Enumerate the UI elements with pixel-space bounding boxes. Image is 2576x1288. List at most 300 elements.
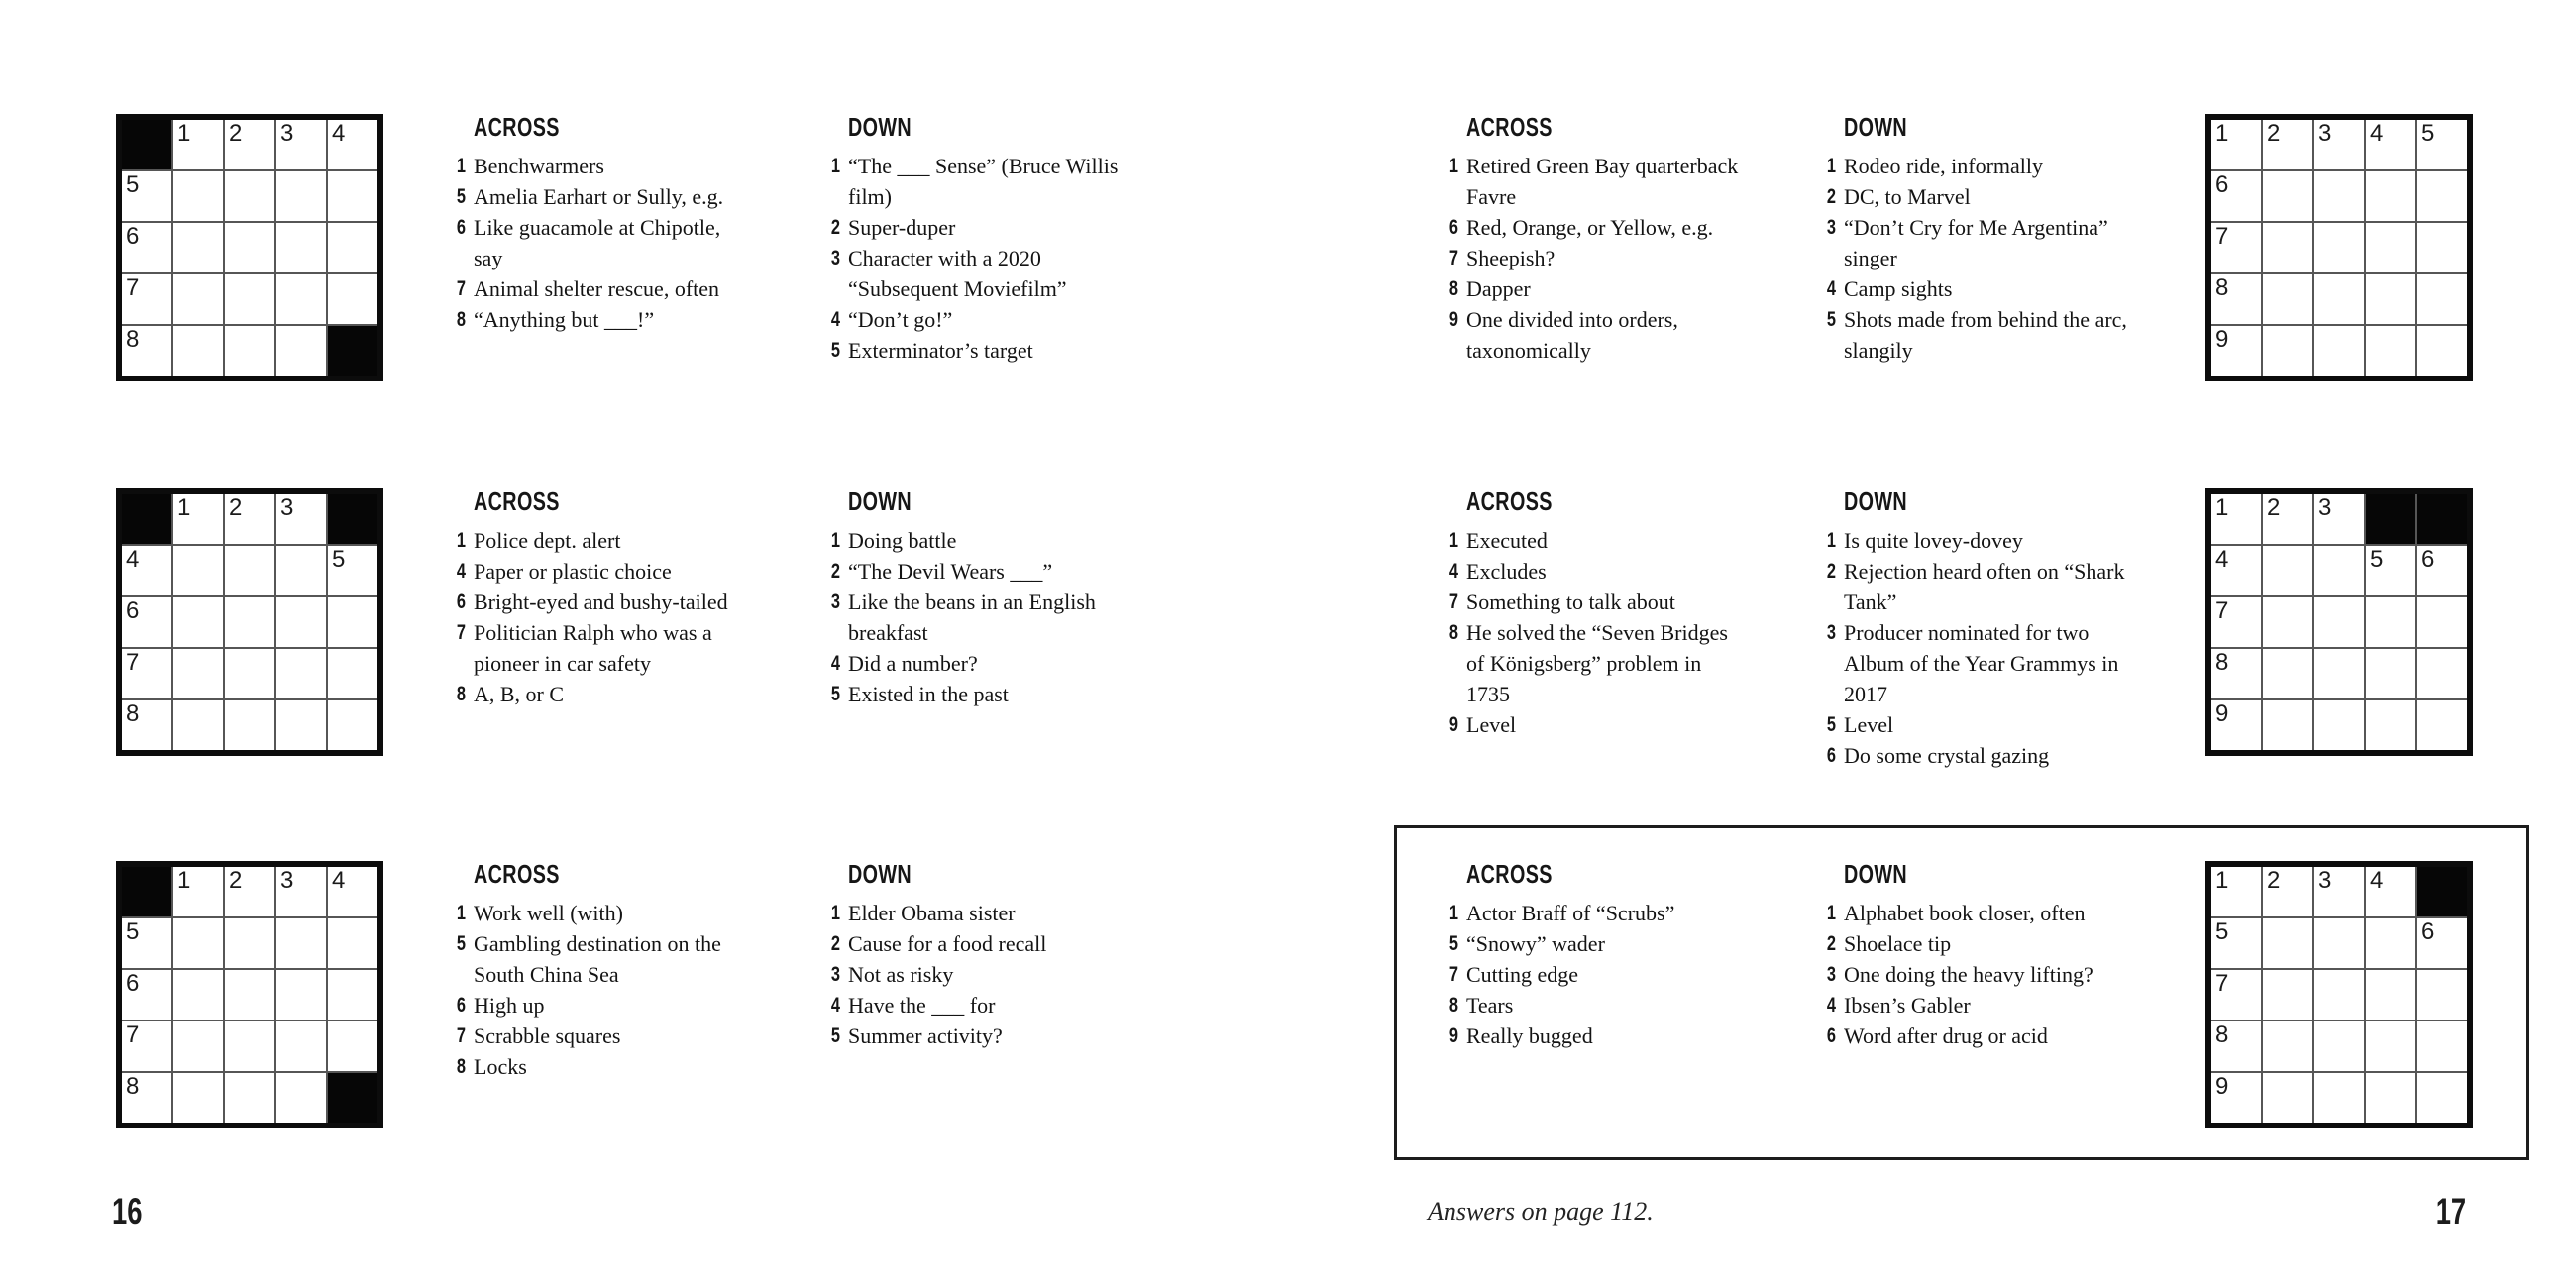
grid-cell[interactable]: [2366, 171, 2415, 221]
grid-cell[interactable]: [2417, 274, 2467, 324]
grid-cell[interactable]: [2366, 1021, 2415, 1071]
grid-cell[interactable]: [2263, 223, 2312, 272]
grid-cell[interactable]: [225, 274, 274, 324]
clue-number: 5: [456, 185, 466, 208]
grid-cell[interactable]: [2211, 120, 2261, 169]
clue-number: 2: [830, 932, 840, 955]
grid-cell[interactable]: [2366, 970, 2415, 1020]
grid-cell[interactable]: [173, 494, 223, 544]
clue-number: 5: [830, 1024, 840, 1047]
grid-cell[interactable]: [2263, 326, 2312, 376]
cell-number: 2: [229, 494, 243, 521]
grid-cell[interactable]: [328, 649, 377, 698]
grid-cell[interactable]: [276, 918, 326, 968]
cell-number: 4: [2370, 867, 2384, 894]
grid-cell[interactable]: [328, 918, 377, 968]
grid-cell[interactable]: [2211, 970, 2261, 1020]
clue-text: Animal shelter rescue, often: [474, 276, 720, 301]
grid-cell[interactable]: [2263, 700, 2312, 750]
grid-cell[interactable]: [2366, 274, 2415, 324]
grid-cell[interactable]: [2366, 326, 2415, 376]
grid-cell[interactable]: [276, 546, 326, 595]
grid-cell[interactable]: [276, 223, 326, 272]
grid-cell[interactable]: [122, 649, 171, 698]
clue-text: Super-duper: [848, 215, 956, 240]
clue-text: Level: [1844, 712, 1894, 737]
grid-cell[interactable]: [276, 1073, 326, 1123]
grid-cell[interactable]: [328, 597, 377, 647]
grid-cell[interactable]: [2263, 274, 2312, 324]
grid-cell[interactable]: [225, 970, 274, 1020]
grid-cell[interactable]: [225, 1021, 274, 1071]
grid-cell[interactable]: [276, 171, 326, 221]
across-clue: [456, 304, 755, 335]
clue-text: Did a number?: [848, 651, 978, 676]
clue-number: 7: [456, 621, 466, 644]
clue-text: Gambling destination on the South China Sea: [474, 931, 721, 987]
grid-cell[interactable]: [2314, 120, 2364, 169]
grid-cell[interactable]: [2211, 326, 2261, 376]
across-clue: [456, 212, 755, 273]
cell-number: 3: [2318, 120, 2332, 147]
grid-cell[interactable]: [225, 546, 274, 595]
grid-cell[interactable]: [2211, 597, 2261, 647]
grid-cell[interactable]: [2211, 274, 2261, 324]
grid-cell[interactable]: [173, 867, 223, 916]
grid-cell[interactable]: [173, 918, 223, 968]
across-clue-list: [1449, 151, 1748, 366]
clue-text: Level: [1466, 712, 1517, 737]
down-section: [830, 859, 1136, 1051]
down-clue: [1826, 990, 2132, 1020]
cell-number: 2: [2267, 494, 2281, 521]
clue-number: 1: [830, 155, 840, 177]
grid-cell[interactable]: [2211, 1021, 2261, 1071]
grid-cell[interactable]: [2314, 649, 2364, 698]
grid-cell[interactable]: [328, 546, 377, 595]
grid-cell[interactable]: [2314, 274, 2364, 324]
grid-cell[interactable]: [328, 171, 377, 221]
grid-cell[interactable]: [2314, 918, 2364, 968]
grid-cell[interactable]: [2211, 546, 2261, 595]
cell-number: 7: [126, 649, 140, 676]
clue-text: Do some crystal gazing: [1844, 743, 2050, 768]
clue-text: Rodeo ride, informally: [1844, 154, 2044, 178]
grid-cell[interactable]: [2263, 918, 2312, 968]
grid-cell[interactable]: [276, 120, 326, 169]
clue-number: 1: [1449, 902, 1458, 924]
grid-cell[interactable]: [2314, 700, 2364, 750]
grid-cell[interactable]: [2263, 867, 2312, 916]
grid-cell[interactable]: [225, 1073, 274, 1123]
across-clue: [456, 990, 755, 1020]
grid-cell[interactable]: [2417, 597, 2467, 647]
grid-cell[interactable]: [122, 970, 171, 1020]
page-number-left: 16: [112, 1191, 143, 1232]
clue-text: Character with a 2020 “Subsequent Moviefilm”: [848, 246, 1067, 301]
clue-text: Retired Green Bay quarterback Favre: [1466, 154, 1739, 209]
grid-cell[interactable]: [276, 597, 326, 647]
grid-cell[interactable]: [2211, 700, 2261, 750]
grid-cell[interactable]: [2211, 171, 2261, 221]
clue-text: Is quite lovey-dovey: [1844, 528, 2023, 553]
across-section: [1449, 859, 1748, 1051]
cell-number: 8: [126, 1073, 140, 1100]
grid-cell[interactable]: [225, 171, 274, 221]
clue-text: Existed in the past: [848, 682, 1009, 706]
cell-number: 1: [177, 867, 191, 894]
clue-text: Locks: [474, 1054, 527, 1079]
across-clue: [1449, 273, 1748, 304]
cell-number: 5: [2370, 546, 2384, 573]
grid-cell[interactable]: [173, 970, 223, 1020]
cell-number: 4: [2370, 120, 2384, 147]
clue-text: One doing the heavy lifting?: [1844, 962, 2093, 987]
cell-number: 9: [2215, 700, 2229, 727]
grid-cell[interactable]: [2314, 494, 2364, 544]
clue-number: 1: [830, 902, 840, 924]
grid-cell[interactable]: [173, 326, 223, 376]
cell-number: 5: [126, 171, 140, 198]
across-clue: [1449, 959, 1748, 990]
clue-text: Actor Braff of “Scrubs”: [1466, 901, 1675, 925]
cell-number: 4: [332, 867, 346, 894]
down-clue-list: [1826, 525, 2132, 771]
clue-number: 4: [456, 560, 466, 583]
clue-text: “Don’t go!”: [848, 307, 953, 332]
down-clue: [1826, 556, 2132, 617]
down-clue: [1826, 709, 2132, 740]
grid-cell[interactable]: [173, 274, 223, 324]
across-clue: [1449, 556, 1748, 587]
grid-cell[interactable]: [225, 918, 274, 968]
cell-number: 8: [2215, 1021, 2229, 1048]
clue-text: “The ___ Sense” (Bruce Willis film): [848, 154, 1119, 209]
clue-number: 1: [1826, 529, 1836, 552]
grid-cell[interactable]: [2366, 120, 2415, 169]
down-clue: [1826, 525, 2132, 556]
down-clue-list: [830, 525, 1136, 709]
cell-number: 5: [2215, 918, 2229, 945]
black-cell: [328, 494, 377, 544]
down-heading: DOWN: [1844, 486, 1908, 516]
clue-number: 6: [456, 216, 466, 239]
clue-text: Rejection heard often on “Shark Tank”: [1844, 559, 2125, 614]
answers-note: Answers on page 112.: [1428, 1197, 1654, 1226]
grid-cell[interactable]: [2263, 1021, 2312, 1071]
grid-cell[interactable]: [276, 326, 326, 376]
clue-text: Police dept. alert: [474, 528, 621, 553]
clue-text: Politician Ralph who was a pioneer in car safety: [474, 620, 712, 676]
grid-cell[interactable]: [173, 171, 223, 221]
cell-number: 1: [2215, 867, 2229, 894]
down-clue: [1826, 273, 2132, 304]
down-heading: DOWN: [1844, 112, 1908, 142]
grid-cell[interactable]: [2417, 970, 2467, 1020]
clue-number: 7: [456, 277, 466, 300]
clue-number: 9: [1449, 713, 1458, 736]
clue-text: Cutting edge: [1466, 962, 1579, 987]
cell-number: 1: [2215, 494, 2229, 521]
crossword-grid: [2205, 488, 2473, 756]
cell-number: 6: [2215, 171, 2229, 198]
grid-cell[interactable]: [225, 649, 274, 698]
grid-cell[interactable]: [2366, 597, 2415, 647]
grid-cell[interactable]: [2366, 918, 2415, 968]
clue-text: High up: [474, 993, 545, 1018]
cell-number: 5: [332, 546, 346, 573]
grid-cell[interactable]: [2263, 649, 2312, 698]
grid-cell[interactable]: [122, 171, 171, 221]
grid-cell[interactable]: [2263, 494, 2312, 544]
clue-number: 4: [1826, 994, 1836, 1017]
cell-number: 6: [126, 597, 140, 624]
cell-number: 9: [2215, 1073, 2229, 1100]
grid-cell[interactable]: [2417, 223, 2467, 272]
grid-cell[interactable]: [2314, 1021, 2364, 1071]
cell-number: 6: [126, 223, 140, 250]
clue-number: 5: [830, 339, 840, 362]
clue-text: Sheepish?: [1466, 246, 1556, 270]
grid-cell[interactable]: [328, 274, 377, 324]
grid-cell[interactable]: [2417, 326, 2467, 376]
grid-cell[interactable]: [2366, 546, 2415, 595]
grid-cell[interactable]: [173, 700, 223, 750]
cell-number: 6: [2421, 918, 2435, 945]
black-cell: [122, 120, 171, 169]
black-cell: [328, 326, 377, 376]
clue-text: DC, to Marvel: [1844, 184, 1971, 209]
grid-cell[interactable]: [2263, 120, 2312, 169]
clue-number: 4: [830, 994, 840, 1017]
across-heading: ACROSS: [1466, 486, 1553, 516]
across-clue: [456, 679, 755, 709]
grid-cell[interactable]: [2211, 1073, 2261, 1123]
clue-number: 2: [1826, 185, 1836, 208]
grid-cell[interactable]: [122, 1021, 171, 1071]
down-clue: [830, 304, 1136, 335]
across-clue-list: [456, 151, 755, 335]
crossword-grid: [116, 861, 383, 1128]
grid-cell[interactable]: [2417, 700, 2467, 750]
down-section: [1826, 112, 2132, 366]
cell-number: 7: [2215, 970, 2229, 997]
grid-cell[interactable]: [122, 274, 171, 324]
grid-cell[interactable]: [2417, 918, 2467, 968]
across-heading: ACROSS: [474, 486, 560, 516]
clue-number: 5: [830, 683, 840, 705]
clue-number: 4: [1449, 560, 1458, 583]
across-clue: [456, 617, 755, 679]
grid-cell[interactable]: [225, 326, 274, 376]
across-section: [456, 486, 755, 709]
grid-cell[interactable]: [173, 120, 223, 169]
grid-cell[interactable]: [225, 597, 274, 647]
grid-cell[interactable]: [2314, 970, 2364, 1020]
grid-cell[interactable]: [2314, 867, 2364, 916]
clue-number: 5: [456, 932, 466, 955]
grid-cell[interactable]: [2417, 120, 2467, 169]
grid-cell[interactable]: [225, 700, 274, 750]
grid-cell[interactable]: [2314, 171, 2364, 221]
grid-cell[interactable]: [328, 223, 377, 272]
grid-cell[interactable]: [2211, 867, 2261, 916]
grid-cell[interactable]: [276, 274, 326, 324]
grid-cell[interactable]: [2366, 700, 2415, 750]
grid-cell[interactable]: [173, 1073, 223, 1123]
down-clue: [1826, 898, 2132, 928]
grid-cell[interactable]: [2314, 597, 2364, 647]
clue-number: 4: [830, 308, 840, 331]
grid-cell[interactable]: [328, 1021, 377, 1071]
grid-cell[interactable]: [122, 326, 171, 376]
grid-cell[interactable]: [122, 1073, 171, 1123]
down-clue: [830, 587, 1136, 648]
clue-number: 8: [1449, 621, 1458, 644]
across-clue: [456, 928, 755, 990]
down-clue-list: [1826, 898, 2132, 1051]
across-clue: [456, 1051, 755, 1082]
grid-cell[interactable]: [122, 700, 171, 750]
grid-cell[interactable]: [2417, 1073, 2467, 1123]
grid-cell[interactable]: [2366, 867, 2415, 916]
down-clue: [830, 556, 1136, 587]
clue-text: Not as risky: [848, 962, 954, 987]
clue-number: 8: [1449, 277, 1458, 300]
clue-text: “The Devil Wears ___”: [848, 559, 1053, 584]
grid-cell[interactable]: [2314, 1073, 2364, 1123]
clue-number: 9: [1449, 1024, 1458, 1047]
cell-number: 3: [2318, 867, 2332, 894]
grid-cell[interactable]: [276, 867, 326, 916]
grid-cell[interactable]: [2366, 223, 2415, 272]
grid-cell[interactable]: [2211, 918, 2261, 968]
across-section: [1449, 486, 1748, 740]
grid-cell[interactable]: [122, 223, 171, 272]
grid-cell[interactable]: [2314, 223, 2364, 272]
down-heading: DOWN: [848, 112, 912, 142]
grid-cell[interactable]: [2263, 597, 2312, 647]
grid-cell[interactable]: [122, 597, 171, 647]
down-clue: [830, 679, 1136, 709]
grid-cell[interactable]: [225, 223, 274, 272]
across-clue-list: [456, 898, 755, 1082]
down-clue: [830, 959, 1136, 990]
grid-cell[interactable]: [122, 546, 171, 595]
grid-cell[interactable]: [328, 867, 377, 916]
grid-cell[interactable]: [328, 970, 377, 1020]
clue-number: 5: [1449, 932, 1458, 955]
cell-number: 7: [2215, 597, 2229, 624]
grid-cell[interactable]: [173, 1021, 223, 1071]
cell-number: 3: [280, 867, 294, 894]
clue-number: 6: [1826, 1024, 1836, 1047]
cell-number: 2: [229, 120, 243, 147]
clue-text: Exterminator’s target: [848, 338, 1033, 363]
grid-cell[interactable]: [2366, 1073, 2415, 1123]
grid-cell[interactable]: [328, 120, 377, 169]
clue-text: Producer nominated for two Album of the Year Grammys in 2017: [1844, 620, 2119, 706]
clue-number: 1: [1826, 155, 1836, 177]
grid-cell[interactable]: [225, 867, 274, 916]
cell-number: 5: [2421, 120, 2435, 147]
grid-cell[interactable]: [276, 700, 326, 750]
grid-cell[interactable]: [122, 918, 171, 968]
grid-cell[interactable]: [2263, 1073, 2312, 1123]
clue-text: Cause for a food recall: [848, 931, 1047, 956]
grid-cell[interactable]: [2211, 223, 2261, 272]
across-heading: ACROSS: [1466, 859, 1553, 889]
grid-cell[interactable]: [225, 494, 274, 544]
clue-text: Doing battle: [848, 528, 957, 553]
grid-cell[interactable]: [2263, 171, 2312, 221]
grid-cell[interactable]: [2314, 546, 2364, 595]
grid-cell[interactable]: [2417, 1021, 2467, 1071]
clue-text: Word after drug or acid: [1844, 1023, 2048, 1048]
down-clue: [1826, 1020, 2132, 1051]
across-clue: [1449, 928, 1748, 959]
clue-number: 2: [1826, 560, 1836, 583]
clue-number: 3: [830, 247, 840, 269]
clue-text: Elder Obama sister: [848, 901, 1016, 925]
grid-cell[interactable]: [2211, 494, 2261, 544]
clue-text: Have the ___ for: [848, 993, 996, 1018]
clue-number: 3: [830, 963, 840, 986]
clue-text: A, B, or C: [474, 682, 565, 706]
clue-text: Paper or plastic choice: [474, 559, 672, 584]
cell-number: 8: [2215, 274, 2229, 301]
grid-cell[interactable]: [276, 1021, 326, 1071]
grid-cell[interactable]: [276, 970, 326, 1020]
clue-number: 6: [456, 994, 466, 1017]
clue-text: Really bugged: [1466, 1023, 1593, 1048]
grid-cell[interactable]: [276, 494, 326, 544]
grid-cell[interactable]: [2314, 326, 2364, 376]
clue-number: 1: [456, 529, 466, 552]
grid-cell[interactable]: [2417, 649, 2467, 698]
grid-cell[interactable]: [225, 120, 274, 169]
across-clue: [1449, 304, 1748, 366]
grid-cell[interactable]: [173, 223, 223, 272]
crossword-grid: [116, 114, 383, 381]
across-clue: [456, 181, 755, 212]
clue-number: 9: [1449, 308, 1458, 331]
grid-cell[interactable]: [173, 649, 223, 698]
grid-cell[interactable]: [328, 700, 377, 750]
down-section: [1826, 486, 2132, 771]
grid-cell[interactable]: [173, 597, 223, 647]
down-clue: [1826, 617, 2132, 709]
across-clue: [456, 1020, 755, 1051]
cell-number: 4: [126, 546, 140, 573]
black-cell: [122, 867, 171, 916]
grid-cell[interactable]: [2417, 546, 2467, 595]
grid-cell[interactable]: [173, 546, 223, 595]
grid-cell[interactable]: [276, 649, 326, 698]
grid-cell[interactable]: [2417, 171, 2467, 221]
clue-text: Like the beans in an English breakfast: [848, 590, 1096, 645]
grid-cell[interactable]: [2366, 649, 2415, 698]
cell-number: 3: [2318, 494, 2332, 521]
across-clue-list: [1449, 525, 1748, 740]
grid-cell[interactable]: [2263, 546, 2312, 595]
clue-number: 2: [830, 216, 840, 239]
across-clue: [456, 587, 755, 617]
grid-cell[interactable]: [2211, 649, 2261, 698]
down-clue: [1826, 304, 2132, 366]
clue-text: Executed: [1466, 528, 1548, 553]
grid-cell[interactable]: [2263, 970, 2312, 1020]
